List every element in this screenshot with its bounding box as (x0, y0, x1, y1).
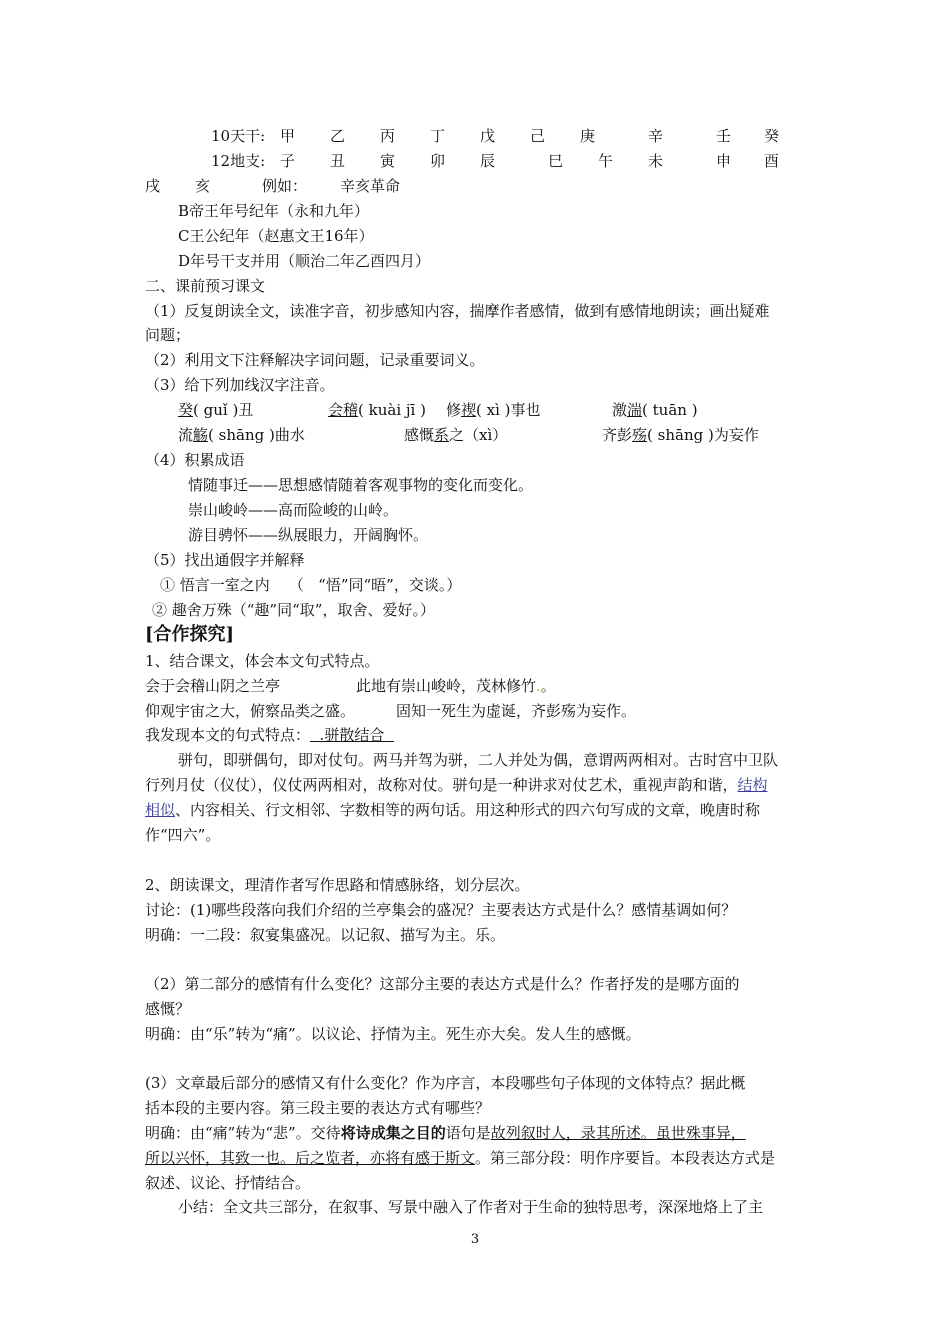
zhi-label: 12地支: (211, 152, 266, 170)
pinyin-item: 流觞( shāng )曲水 (178, 426, 305, 444)
task-4: （4）积累成语 (145, 451, 245, 469)
tongjia-item: ② 趣舍万殊（“趣”同“取”，取舍、爱好。） (152, 601, 435, 619)
method-b: B帝王年号纪年（永和九年） (178, 202, 370, 220)
method-c: C王公纪年（赵惠文王16年） (178, 227, 374, 245)
section-heading: 二、课前预习课文 (145, 277, 266, 295)
example-label: 例如： (262, 177, 308, 195)
zhi-char: 子 (280, 152, 296, 170)
zhi-char: 巳 (548, 152, 564, 170)
page-number: 3 (470, 1232, 480, 1247)
gan-char: 庚 (580, 127, 596, 145)
sentence-example: 固知一死生为虚诞，齐彭殇为妄作。 (396, 702, 637, 720)
question-1: 1、结合课文，体会本文句式特点。 (145, 652, 380, 670)
zhi-char: 午 (598, 152, 614, 170)
pian-paragraph: 相似、内容相关、行文相邻、字数相等的两句话。用这种形式的四六句写成的文章，晚唐时称 (145, 801, 761, 819)
pinyin-item: 激湍( tuān ) (612, 401, 698, 419)
gan-char: 壬 (716, 127, 732, 145)
gan-char: 戊 (480, 127, 496, 145)
zhi-char: 亥 (195, 177, 211, 195)
answer: 明确：由“痛”转为“悲”。交待将诗成集之目的语句是故列叙时人，录其所述。虽世殊事异， (145, 1124, 746, 1142)
sentence-example: 仰观宇宙之大，俯察品类之盛。 (145, 702, 356, 720)
pinyin-item: 齐彭殇( shāng )为妄作 (602, 426, 759, 444)
idiom: 游目骋怀——纵展眼力，开阔胸怀。 (188, 526, 429, 544)
zhi-char: 酉 (764, 152, 780, 170)
found-line: 我发现本文的句式特点： .骈散结合 (145, 726, 394, 744)
tongjia-item: ① 悟言一室之内 （ “悟”同“晤”，交谈。） (160, 576, 462, 594)
zhi-char: 申 (716, 152, 732, 170)
idiom: 情随事迁——思想感情随着客观事物的变化而变化。 (188, 476, 534, 494)
task-1: （1）反复朗读全文，读准字音，初步感知内容，揣摩作者感情，做到有感情地朗读；画出疑难 (145, 302, 770, 320)
pian-paragraph: 行列月仗（仪仗），仪仗两两相对，故称对仗。骈句是一种讲求对仗艺术，重视声韵和谐，结构 (145, 776, 768, 794)
zhi-char: 辰 (480, 152, 496, 170)
answer: 所以兴怀，其致一也。后之览者，亦将有感于斯文。第三部分段：明作序要旨。本段表达方式是 (145, 1149, 776, 1167)
pinyin-item: 癸( guǐ )丑 (178, 401, 254, 419)
pinyin-item: 感慨系之（xì） (404, 426, 508, 444)
zhi-char: 丑 (330, 152, 346, 170)
discussion: 感慨？ (145, 1000, 191, 1018)
pinyin-item: 修禊( xì )事也 (446, 401, 541, 419)
discussion: (3）文章最后部分的感情又有什么变化？作为序言，本段哪些句子体现的文体特点？据此概 (145, 1074, 746, 1092)
task-3: （3）给下列加线汉字注音。 (145, 376, 335, 394)
idiom: 崇山峻岭——高而险峻的山岭。 (188, 501, 399, 519)
gan-char: 辛 (648, 127, 664, 145)
gan-char: 丙 (380, 127, 396, 145)
question-2: 2、朗读课文，理清作者写作思路和情感脉络，划分层次。 (145, 876, 530, 894)
task-1-cont: 问题； (145, 326, 191, 344)
zhi-char: 卯 (430, 152, 446, 170)
discussion: 括本段的主要内容。第三段主要的表达方式有哪些？ (145, 1099, 491, 1117)
gan-char: 丁 (430, 127, 446, 145)
task-5: （5）找出通假字并解释 (145, 551, 305, 569)
answer: 明确：由“乐”转为“痛”。以议论、抒情为主。死生亦大矣。发人生的感慨。 (145, 1025, 641, 1043)
pian-paragraph: 骈句，即骈偶句，即对仗句。两马并驾为骈，二人并处为偶，意谓两两相对。古时宫中卫队 (178, 751, 779, 769)
discussion: （2）第二部分的感情有什么变化？这部分主要的表达方式是什么？作者抒发的是哪方面的 (145, 975, 740, 993)
zhi-char: 未 (648, 152, 664, 170)
summary: 小结：全文共三部分，在叙事、写景中融入了作者对于生命的独特思考，深深地烙上了主 (178, 1198, 764, 1216)
sentence-example: 会于会稽山阴之兰亭 (145, 677, 281, 695)
gan-char: 己 (530, 127, 546, 145)
pian-paragraph: 作“四六”。 (145, 826, 221, 844)
task-2: （2）利用文下注释解决字词问题，记录重要词义。 (145, 351, 485, 369)
discussion: 讨论：(1)哪些段落向我们介绍的兰亭集会的盛况？主要表达方式是什么？感情基调如何？ (145, 901, 737, 919)
zhi-char: 戌 (145, 177, 161, 195)
gan-label: 10天干: (211, 127, 266, 145)
pinyin-item: 会稽( kuài jī ) (328, 401, 426, 419)
link-text[interactable]: 结构 (737, 776, 768, 794)
link-text[interactable]: 相似 (145, 801, 176, 819)
gan-char: 癸 (764, 127, 780, 145)
zhi-char: 寅 (380, 152, 396, 170)
coop-heading: [合作探究] (145, 624, 235, 645)
gan-char: 乙 (330, 127, 346, 145)
answer: 叙述、议论、抒情结合。 (145, 1174, 311, 1192)
example-value: 辛亥革命 (340, 177, 401, 195)
gan-char: 甲 (280, 127, 296, 145)
sentence-example: 此地有崇山峻岭，茂林修竹.。 (356, 677, 556, 695)
answer: 明确：一二段：叙宴集盛况。以记叙、描写为主。乐。 (145, 926, 506, 944)
method-d: D年号干支并用（顺治二年乙酉四月） (178, 252, 431, 270)
